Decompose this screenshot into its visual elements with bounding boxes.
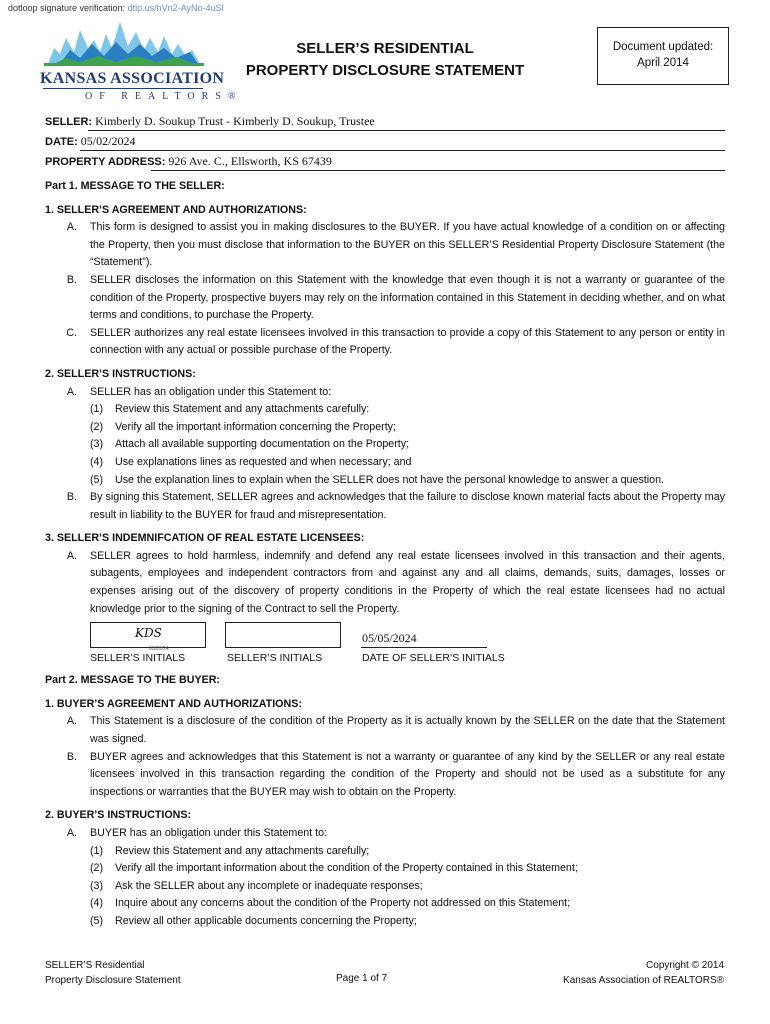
- document-updated-box: [597, 27, 729, 85]
- item-label: B.: [66, 750, 77, 763]
- item-text: By signing this Statement, SELLER agrees and acknowledges that the failure to disclose known material facts about the Property may result in liability to the BUYER for fraud and misrepresentation.: [90, 491, 725, 521]
- list-item: [45, 325, 725, 360]
- date-value[interactable]: 05/02/2024: [80, 134, 136, 148]
- address-field: [45, 154, 332, 169]
- item-text: SELLER agrees to hold harmless, indemnify and defend any real estate licensees involved in this transaction and their agents, subagents, employees and independent contractors from and against any and all claims, demands, suits, damages, losses or expenses arising out of the discovery of property conditions in the Property of which the real estate licensees had no actual knowledge prior to the signing of the Contract to sell the Property.: [90, 549, 725, 615]
- title-line-2: PROPERTY DISCLOSURE STATEMENT: [245, 62, 525, 79]
- statement-body: [45, 178, 725, 931]
- sub-item: [45, 878, 725, 896]
- list-item: [45, 219, 725, 272]
- kar-logo: [40, 18, 243, 108]
- seller-initials-label-2: SELLER’S INITIALS: [227, 652, 323, 665]
- logo-brand: KANSAS ASSOCIATION: [40, 70, 225, 87]
- footer-form-line-1: SELLER’S Residential: [45, 960, 145, 971]
- updated-label: Document updated:: [612, 41, 714, 53]
- item-label: A.: [66, 549, 77, 562]
- seller-initials-label-1: SELLER’S INITIALS: [90, 652, 186, 665]
- title-line-1: SELLER’S RESIDENTIAL: [296, 40, 474, 57]
- initials-date-value[interactable]: 05/05/2024: [362, 631, 417, 646]
- buyer-agreement-heading: 1. BUYER’S AGREEMENT AND AUTHORIZATIONS:: [45, 697, 302, 710]
- sub-item-label: (3): [90, 879, 104, 892]
- seller-agreement-heading: 1. SELLER’S AGREEMENT AND AUTHORIZATIONS:: [45, 203, 307, 216]
- sub-item-label: (3): [90, 438, 104, 451]
- date-underline: [80, 150, 725, 151]
- sub-item-label: (4): [90, 897, 104, 910]
- sub-item: [45, 472, 725, 490]
- sub-item: [45, 843, 725, 861]
- item-text: SELLER has an obligation under this Statement to:: [90, 385, 332, 398]
- sub-item: [45, 401, 725, 419]
- list-item: [45, 272, 725, 325]
- sub-item-text: Verify all the important information concerning the Property;: [115, 420, 396, 433]
- item-label: A.: [66, 827, 77, 839]
- updated-date: April 2014: [637, 57, 689, 69]
- seller-initials-signature: KDS: [135, 626, 162, 641]
- sub-item-text: Use explanations lines as requested and when necessary; and: [115, 455, 412, 468]
- item-label: A.: [66, 221, 77, 234]
- seller-initials-box-1[interactable]: [90, 622, 206, 653]
- sub-item: [45, 860, 725, 878]
- address-underline: [151, 170, 725, 171]
- document-title: [235, 38, 535, 82]
- sub-item-text: Review this Statement and any attachments carefully;: [115, 844, 370, 857]
- item-label: A.: [66, 715, 77, 728]
- initials-date-underline: [361, 647, 487, 648]
- date-label: DATE:: [45, 136, 78, 148]
- sub-item-label: (1): [90, 844, 104, 857]
- part2-heading: Part 2. MESSAGE TO THE BUYER:: [45, 674, 220, 687]
- list-item: [45, 825, 725, 843]
- sub-item-text: Use the explanation lines to explain when the SELLER does not have the personal knowledge to answer a question.: [115, 473, 664, 486]
- item-text: BUYER agrees and acknowledges that this Statement is not a warranty or guarantee of any kind by the SELLER or any real estate licensees involved in this transaction regarding the condition of the Property and should not be used as a substitute for any inspections or warranties that the BUYER may wish to obtain on the Property.: [90, 750, 725, 798]
- list-item: [45, 713, 725, 748]
- sub-item-text: Ask the SELLER about any incomplete or inadequate responses;: [115, 879, 423, 892]
- seller-underline: [88, 130, 725, 131]
- seller-field: [45, 114, 375, 129]
- seller-value[interactable]: Kimberly D. Soukup Trust - Kimberly D. Soukup, Trustee: [95, 114, 375, 128]
- buyer-instructions-heading: 2. BUYER’S INSTRUCTIONS:: [45, 809, 192, 822]
- page-number: Page 1 of 7: [336, 973, 388, 984]
- sub-item-label: (5): [90, 473, 104, 486]
- list-item: [45, 548, 725, 618]
- item-label: C.: [66, 326, 77, 339]
- sub-item-label: (4): [90, 455, 104, 468]
- signature-verification: [8, 3, 224, 13]
- sub-item-label: (2): [90, 420, 104, 433]
- item-text: This form is designed to assist you in making disclosures to the BUYER. If you have actual knowledge of a condition on or affecting the Property, then you must disclose that information to the BUYER on this SELLER’S Residential Property Disclosure Statement (the “Statement”).: [90, 221, 725, 269]
- sub-item-text: Review all other applicable documents concerning the Property;: [115, 914, 417, 927]
- sub-item: [45, 419, 725, 437]
- sub-item: [45, 895, 725, 913]
- address-label: PROPERTY ADDRESS:: [45, 156, 166, 168]
- logo-rule: [43, 88, 203, 89]
- item-text: This Statement is a disclosure of the condition of the Property as it is actually known by the SELLER on the date that the Statement was signed.: [90, 715, 725, 746]
- copyright-line-1: Copyright © 2014: [646, 960, 724, 971]
- sub-item-text: Review this Statement and any attachments carefully:: [115, 403, 370, 416]
- initials-date-label: DATE OF SELLER’S INITIALS: [362, 652, 505, 665]
- item-text: SELLER discloses the information on this Statement with the knowledge that even though it is not a warranty or guarantee of the condition of the Property, prospective buyers may rely on the information contained in this Statement in deciding whether, and on what terms and conditions, to purchase the Property.: [90, 273, 725, 322]
- sub-item-text: Verify all the important information about the condition of the Property contained in this Statement;: [115, 862, 578, 875]
- sub-item-label: (2): [90, 862, 104, 875]
- item-text: BUYER has an obligation under this Statement to:: [90, 827, 328, 839]
- city-skyline-icon: [40, 18, 210, 70]
- list-item: [45, 749, 725, 802]
- footer-copyright: [563, 958, 724, 988]
- sub-item-label: (5): [90, 914, 104, 927]
- sub-item-text: Attach all available supporting documentation on the Property;: [115, 438, 410, 451]
- seller-instructions-heading: 2. SELLER’S INSTRUCTIONS:: [45, 367, 196, 380]
- item-label: B.: [66, 273, 77, 286]
- sub-item: [45, 454, 725, 472]
- item-label: A.: [66, 385, 77, 398]
- date-field: [45, 134, 135, 149]
- seller-initials-box-2[interactable]: [225, 622, 341, 648]
- seller-label: SELLER:: [45, 116, 93, 128]
- sub-item: [45, 436, 725, 454]
- verification-link[interactable]: dtlp.us/hVn2-AyNo-4uSI: [127, 3, 224, 13]
- list-item: [45, 384, 725, 402]
- footer-form-name: [45, 958, 181, 988]
- sub-item: [45, 913, 725, 931]
- signature-timestamp: 05/05/24: [149, 646, 169, 653]
- sub-item-label: (1): [90, 403, 104, 416]
- address-value[interactable]: 926 Ave. C., Ellsworth, KS 67439: [168, 154, 332, 168]
- part1-heading: Part 1. MESSAGE TO THE SELLER:: [45, 180, 225, 192]
- item-text: SELLER authorizes any real estate licensees involved in this transaction to provide a copy of this Statement to any person or entity in connection with any actual or possible purchase of the Property.: [90, 326, 725, 357]
- list-item: [45, 489, 725, 524]
- initials-row: [45, 622, 725, 666]
- footer-form-line-2: Property Disclosure Statement: [45, 975, 181, 986]
- item-label: B.: [66, 491, 77, 504]
- sub-item-text: Inquire about any concerns about the condition of the Property not addressed on this Statement;: [115, 897, 571, 910]
- verification-label: dotloop signature verification:: [8, 3, 126, 13]
- logo-sub: OF REALTORS®: [85, 91, 243, 102]
- indemnification-heading: 3. SELLER’S INDEMNIFCATION OF REAL ESTATE LICENSEES:: [45, 532, 365, 545]
- copyright-line-2: Kansas Association of REALTORS®: [563, 975, 724, 986]
